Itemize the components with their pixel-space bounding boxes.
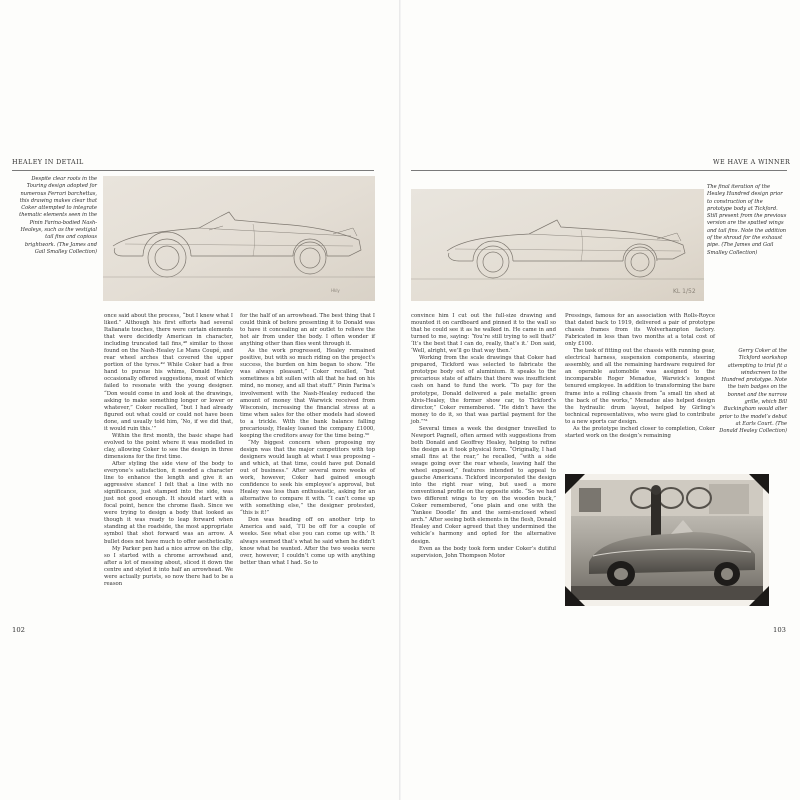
body-column-2 (240, 313, 375, 567)
paragraph: After styling the side view of the body to everyone’s satisfaction, it needed a character line to enhance the length and give it an aggressive stance! I felt that a line with no significance, just stamped into the side, was just not good enough. It should start with a focal point, hence the chrome flash. Since we were trying to design a body that looked as though it was ready to leap forward when standing at the roadside, the most appropriate symbol that shot forward was an arrow. A bullet does not have much to offer aesthetically. (104, 460, 233, 545)
left-page (0, 0, 399, 800)
paragraph: once said about the process, “but I knew what I liked.” Although his first efforts had several Italianate touches, there were certain elements that were decidedly American in character, including truncated tail fins,⁴⁸ similar to those found on the Nash-Healey Le Mans Coupé, and rear wheel arches that covered the upper portion of the tyres.⁴⁹ While Coker had a free hand to pursue his whims, Donald Healey occasionally offered suggestions, most of which failed to resonate with the young designer. “Don would come in and look at the drawings, asking to make something longer or lower or whatever,” Coker recalled, “but I had already figured out what could or could not have been done, and usually told him, ‘No, if we did that, it would ruin this.’” (104, 313, 233, 432)
drawing-caption-right: The final iteration of the Healey Hundred design prior to construction of the prototype body at Tickford. Still present from the previous version are the spatted wings and tail fins. Note the addition of the shroud for the exhaust pipe. (The James and Gail Smalley Collection) (707, 184, 787, 256)
paragraph: As the work progressed, Healey remained positive, but with so much riding on the project’s success, the burden on him began to show. “He was always pleasant,” Coker recalled, “but sometimes a bit sullen with all that he had on his mind, no money, and all that stuff.” Pinin Farina’s involvement with the Nash-Healey reduced the amount of money that Warwick received from Wisconsin, increasing the financial stress at a time when sales for the other models had slowed to a trickle. With the bank balance falling precariously, Healey loaned the company £1000, keeping the creditors away for the time being.⁵⁰ (240, 348, 375, 439)
paragraph: Working from the scale drawings that Coker had prepared, Tickford was selected to fabricate the prototype body out of aluminium. It speaks to the precarious state of affairs that there was insufficient cash on hand to fund the work. “To pay for the prototype, Donald delivered a pale metallic green Alvis-Healey, the former show car, to Tickford’s director,” Coker remembered. “He didn’t have the money to do it, so that was partial payment for the job.”⁵¹ (411, 355, 556, 425)
header-rule-right (411, 170, 787, 171)
drawing-annotation: KL 1/52 (673, 288, 696, 295)
paragraph: The task of fitting out the chassis with running gear, electrical harness, suspension components, steering assembly, and all the remaining hardware required for an operable automobile was assigned to the incomparable Roger Menadue, Warwick’s longest tenured employee. In addition to transforming the bare frame into a rolling chassis from “a small tin shed at the back of the works,” Menadue also helped design the hydraulic drum layout, helped by Girling’s technical representatives, who were glad to contribute to a new sports car design. (565, 348, 715, 425)
paragraph: Pressings, famous for an association with Rolls-Royce that dated back to 1919, delivered a pair of prototype chassis frames from its Wolverhampton factory. Fabricated in less than two months at a total cost of only £100. (565, 313, 715, 348)
paragraph: for the half of an arrowhead. The best thing that I could think of before presenting it to Donald was to have it concealing an air outlet to relieve the hot air from under the body. I often wonder if anything other than flies went through it. (240, 313, 375, 348)
paragraph: My Parker pen had a nice arrow on the clip, so I started with a chrome arrowhead and, after a lot of messing about, sliced it down the centre and styled it into half an arrowhead. We were actually purists, so now there had to be a reason (104, 545, 233, 587)
paragraph: As the prototype inched closer to completion, Coker started work on the design’s remaining (565, 425, 715, 439)
body-column-1 (104, 313, 233, 588)
concept-drawing-right (411, 189, 704, 301)
paragraph: convince him I cut out the full-size drawing and mounted it on cardboard and pinned it to the wall so that he could see it as he walked in. He came in and turned to me, saying: ‘You’re still trying to sell that?’ ‘It’s the best that I can do, really, that’s it.’ Don said, ‘Well, alright, we’ll go that way then.’ (411, 313, 556, 355)
body-column-1 (411, 313, 556, 560)
drawing-caption-left: Despite clear roots in the Touring design adopted for numerous Ferrari barchettas, this drawing makes clear that Coker attempted to integrate thematic elements seen in the Pinin Farina-bodied Nash-Healeys, such as the vestigial tail fins and copious brightwork. (The James and Gail Smalley Collection) (19, 176, 97, 255)
paragraph: Several times a week the designer travelled to Newport Pagnell, often armed with suggestions from both Donald and Geoffrey Healey, helping to refine the design as it took physical form. “Originally, I had small fins at the rear,” he recalled, “with a side swage going over the rear wheels, leaving half the wheel exposed,” features intended to appeal to gauche Americans. Tickford incorporated the design into the right rear wing, but used a more conventional profile on the opposite side. “So we had two different wings to try on the wooden buck,” Coker remembered, “one plain and one with the ‘Yankee Doodle’ fin and the semi-enclosed wheel arch.” After seeing both elements in the flesh, Donald Healey and Coker agreed that they undermined the vehicle’s harmony and opted for the alternative design. (411, 425, 556, 545)
paragraph: “My biggest concern when proposing my design was that the major competitors with top designers would laugh at what I was proposing – and which, at that time, could have put Donald out of business.” After several more weeks of work, however, Coker had gained enough confidence to seek his employee’s approval, but Healey was less than enthusiastic, asking for an alternative to compare it with. “I can’t come up with something else,” the designer protested, “this is it!” (240, 439, 375, 517)
running-head-right: WE HAVE A WINNER (713, 158, 791, 166)
right-page (401, 0, 800, 800)
paragraph: Even as the body took form under Coker’s dutiful supervision, John Thompson Motor (411, 545, 556, 559)
header-rule-left (12, 170, 374, 171)
page-number-left: 102 (12, 626, 25, 634)
page-number-right: 103 (773, 626, 786, 634)
paragraph: Within the first month, the basic shape had evolved to the point where it was modelled in clay, allowing Coker to see the design in three dimensions for the first time. (104, 432, 233, 460)
prototype-photo (559, 470, 775, 610)
concept-drawing-left (103, 176, 375, 301)
paragraph: Don was heading off on another trip to America and said, ‘I’ll be off for a couple of weeks. See what else you can come up with.’ It always seemed that’s what he said when he didn’t know what he wanted. After the two weeks were over, however, I couldn’t come up with anything better than what I had. So to (240, 517, 375, 566)
body-column-2 (565, 313, 715, 440)
photo-caption: Gerry Coker at the Tickford workshop attempting to trial fit a windscreen to the Hundred prototype. Note the twin badges on the bonnet and the narrow grille, which Bill Buckingham would alter prior to the model’s debut at Earls Court. (The Donald Healey Collection) (719, 348, 787, 435)
running-head-left: HEALEY IN DETAIL (12, 158, 84, 166)
drawing-signature: Hkly (331, 288, 340, 293)
